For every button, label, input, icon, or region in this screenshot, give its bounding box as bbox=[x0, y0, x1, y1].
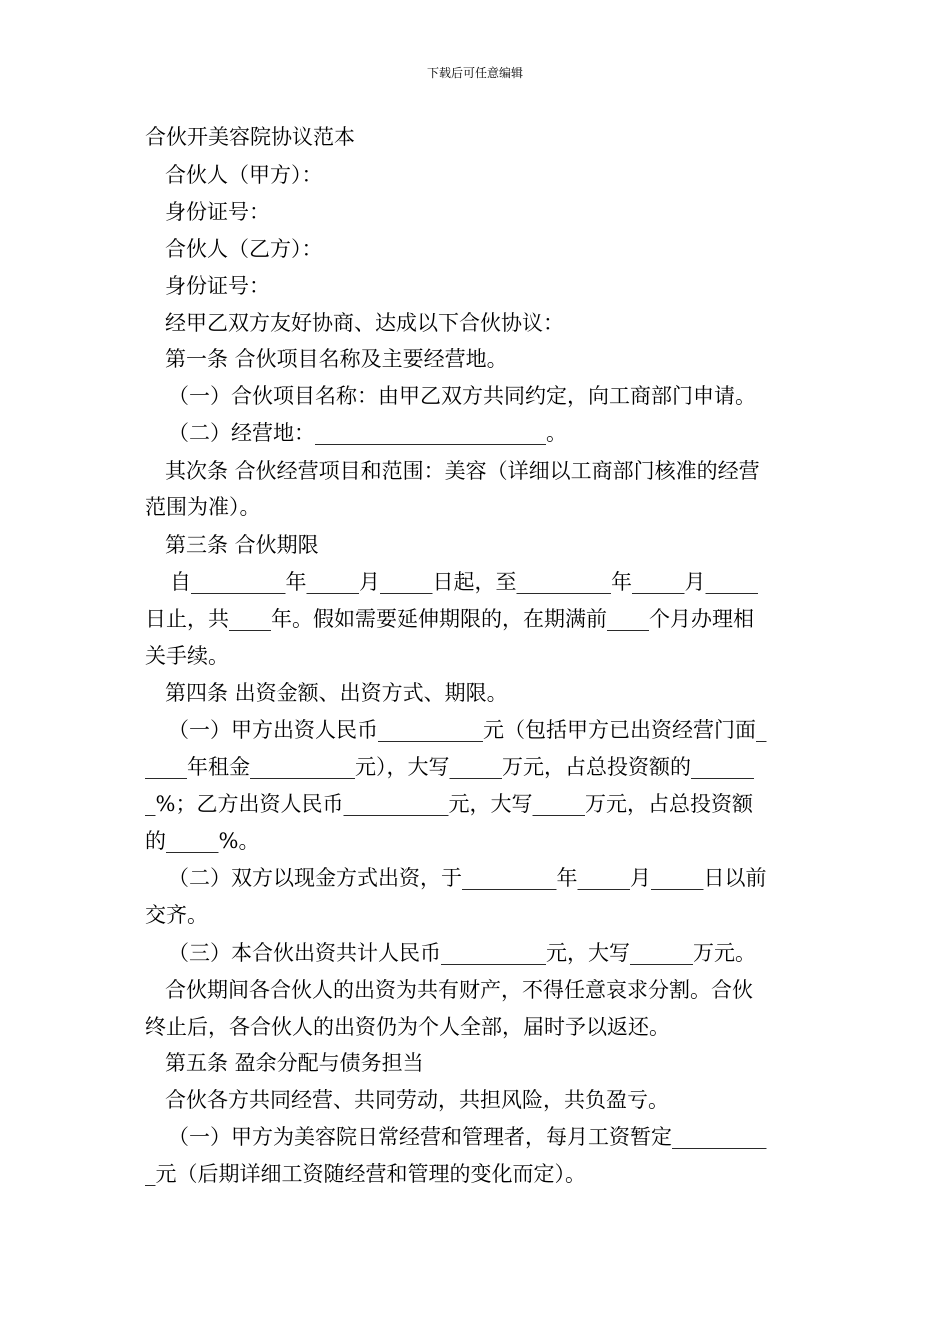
article-4-item-2-line-1: （二）双方以现金方式出资，于_________年_____月_____日以前 bbox=[168, 866, 767, 890]
id-number-b-line: 身份证号： bbox=[165, 274, 270, 298]
article-4-item-1-line-4: 的_____%。 bbox=[145, 829, 260, 853]
article-3-heading: 第三条 合伙期限 bbox=[165, 533, 319, 557]
partner-a-line: 合伙人（甲方）： bbox=[165, 163, 323, 187]
article-4-item-1-line-1: （一）甲方出资人民币__________元（包括甲方已出资经营门面_ bbox=[168, 718, 767, 742]
article-5-heading: 第五条 盈余分配与债务担当 bbox=[165, 1051, 424, 1075]
id-number-a-line: 身份证号： bbox=[165, 200, 270, 224]
article-2-line-2: 范围为准）。 bbox=[145, 495, 261, 519]
article-3-line-2: 日止，共____年。假如需要延伸期限的，在期满前____个月办理相 bbox=[145, 607, 754, 631]
preamble-line: 经甲乙双方友好协商、达成以下合伙协议： bbox=[165, 311, 564, 335]
article-5-line-1: 合伙各方共同经营、共同劳动，共担风险，共负盈亏。 bbox=[165, 1088, 669, 1112]
article-1-item-1: （一）合伙项目名称：由甲乙双方共同约定，向工商部门申请。 bbox=[168, 384, 756, 408]
article-1-item-2: （二）经营地：______________________。 bbox=[168, 421, 567, 445]
article-4-heading: 第四条 出资金额、出资方式、期限。 bbox=[165, 681, 508, 705]
article-3-line-3: 关手续。 bbox=[145, 644, 229, 668]
document-title: 合伙开美容院协议范本 bbox=[145, 125, 355, 149]
article-4-item-1-line-3: _%；乙方出资人民币__________元，大写_____万元，占总投资额 bbox=[145, 792, 753, 816]
article-4-item-1-line-2: ____年租金__________元），大写_____万元，占总投资额的______ bbox=[145, 755, 754, 779]
article-4-note-line-1: 合伙期间各合伙人的出资为共有财产，不得任意哀求分割。合伙 bbox=[165, 978, 753, 1002]
article-1-heading: 第一条 合伙项目名称及主要经营地。 bbox=[165, 347, 508, 371]
article-5-item-1-line-1: （一）甲方为美容院日常经营和管理者，每月工资暂定_________ bbox=[168, 1125, 767, 1149]
article-4-note-line-2: 终止后，各合伙人的出资仍为个人全部，届时予以返还。 bbox=[145, 1015, 670, 1039]
article-2-line-1: 其次条 合伙经营项目和范围：美容（详细以工商部门核准的经营 bbox=[165, 459, 760, 483]
page-header: 下载后可任意编辑 bbox=[426, 66, 523, 80]
article-4-item-3: （三）本合伙出资共计人民币__________元，大写______万元。 bbox=[168, 941, 756, 965]
article-4-item-2-line-2: 交齐。 bbox=[145, 903, 208, 927]
article-5-item-1-line-2: _元（后期详细工资随经营和管理的变化而定）。 bbox=[145, 1162, 586, 1186]
article-3-line-1: 自_________年_____月_____日起，至_________年_____月_____ bbox=[170, 570, 758, 594]
partner-b-line: 合伙人（乙方）： bbox=[165, 237, 323, 261]
